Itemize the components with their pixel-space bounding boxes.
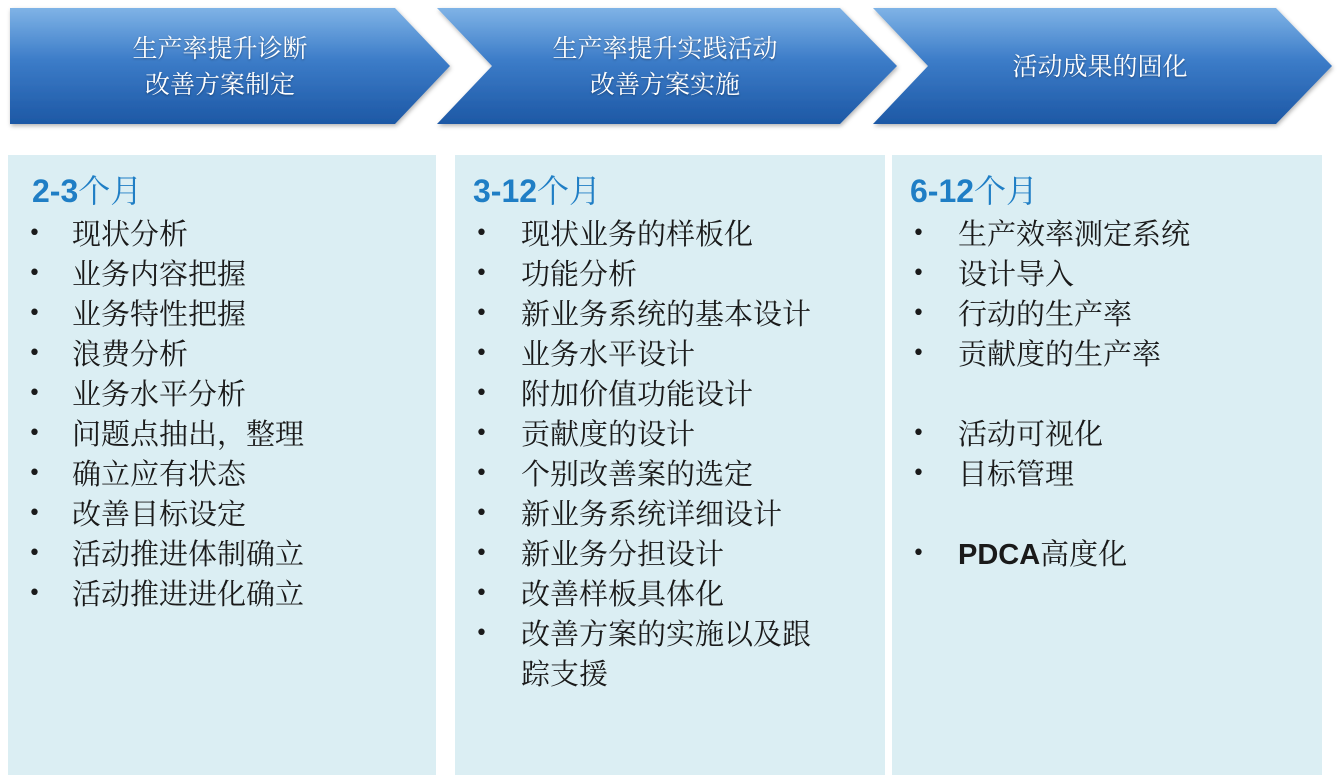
bullet-icon: •	[912, 421, 925, 446]
bullet-icon: •	[912, 301, 925, 326]
list-item: • 问题点抽出，整理	[26, 414, 304, 454]
list-item: • 个别改善案的选定	[473, 454, 811, 494]
bullet-icon: •	[475, 541, 488, 566]
list-item: • 生产效率测定系统	[910, 214, 1190, 254]
bullet-icon: •	[475, 341, 488, 366]
phase-3-task-list	[910, 214, 1190, 575]
phase-1-line1: 生产率提升诊断	[132, 34, 308, 63]
list-item: • 新业务系统的基本设计	[473, 294, 811, 334]
phase-2-line1: 生产率提升实践活动	[552, 34, 778, 63]
list-item: • 业务水平分析	[26, 374, 304, 414]
list-item: • 业务水平设计	[473, 334, 811, 374]
phase-3-panel	[892, 155, 1322, 775]
list-item: • 新业务系统详细设计	[473, 494, 811, 534]
list-item: • 目标管理	[910, 454, 1190, 494]
phase-3-label	[895, 8, 1305, 126]
phase-1-line2: 改善方案制定	[144, 70, 295, 99]
bullet-icon: •	[912, 461, 925, 486]
list-item: • 附加价值功能设计	[473, 374, 811, 414]
list-item: • 活动推进体制确立	[26, 534, 304, 574]
phase-1-label	[10, 8, 430, 126]
list-item: • 业务内容把握	[26, 254, 304, 294]
phase-1-panel	[8, 155, 436, 775]
phase-2-line2: 改善方案实施	[589, 70, 740, 99]
list-item: • 贡献度的设计	[473, 414, 811, 454]
list-item: • 设计导入	[910, 254, 1190, 294]
list-spacer	[910, 494, 1190, 534]
list-item-continued: 踪支援	[521, 657, 609, 691]
list-item: • 确立应有状态	[26, 454, 304, 494]
phase-2-task-list	[473, 214, 811, 694]
bullet-icon: •	[912, 541, 925, 566]
bullet-icon: •	[475, 501, 488, 526]
bullet-icon: •	[912, 261, 925, 286]
list-item: • 现状分析	[26, 214, 304, 254]
bullet-icon: •	[28, 341, 41, 366]
list-item: • 现状业务的样板化	[473, 214, 811, 254]
phase-1-task-list	[26, 214, 304, 614]
bullet-icon: •	[28, 581, 41, 606]
list-item: • 浪费分析	[26, 334, 304, 374]
bullet-icon: •	[28, 541, 41, 566]
phase-2-label	[460, 8, 870, 126]
phase-2-duration: 3-12个月	[473, 172, 602, 210]
list-item: • 业务特性把握	[26, 294, 304, 334]
list-spacer	[910, 374, 1190, 414]
bullet-icon: •	[28, 261, 41, 286]
bullet-icon: •	[912, 221, 925, 246]
bullet-icon: •	[28, 501, 41, 526]
bullet-icon: •	[475, 381, 488, 406]
bullet-icon: •	[475, 261, 488, 286]
bullet-icon: •	[912, 341, 925, 366]
bullet-icon: •	[28, 301, 41, 326]
list-item: • 活动推进进化确立	[26, 574, 304, 614]
list-item: • 改善目标设定	[26, 494, 304, 534]
phase-3-duration: 6-12个月	[910, 172, 1039, 210]
bullet-icon: •	[28, 381, 41, 406]
phase-1-duration: 2-3个月	[32, 172, 143, 210]
bullet-icon: •	[475, 301, 488, 326]
list-item: • 行动的生产率	[910, 294, 1190, 334]
phase-2-panel	[455, 155, 885, 775]
bullet-icon: •	[28, 461, 41, 486]
list-item: • PDCA高度化	[910, 534, 1190, 575]
list-item: • 新业务分担设计	[473, 534, 811, 574]
bullet-icon: •	[475, 581, 488, 606]
list-item: • 活动可视化	[910, 414, 1190, 454]
phase-3-line1: 活动成果的固化	[1012, 52, 1188, 81]
list-item: • 改善样板具体化	[473, 574, 811, 614]
bullet-icon: •	[28, 421, 41, 446]
list-item: • 改善方案的实施以及跟	[473, 614, 811, 654]
bullet-icon: •	[475, 461, 488, 486]
bullet-icon: •	[475, 221, 488, 246]
bullet-icon: •	[28, 221, 41, 246]
list-item: • 贡献度的生产率	[910, 334, 1190, 374]
bullet-icon: •	[475, 621, 488, 646]
bullet-icon: •	[475, 421, 488, 446]
list-item: • 功能分析	[473, 254, 811, 294]
